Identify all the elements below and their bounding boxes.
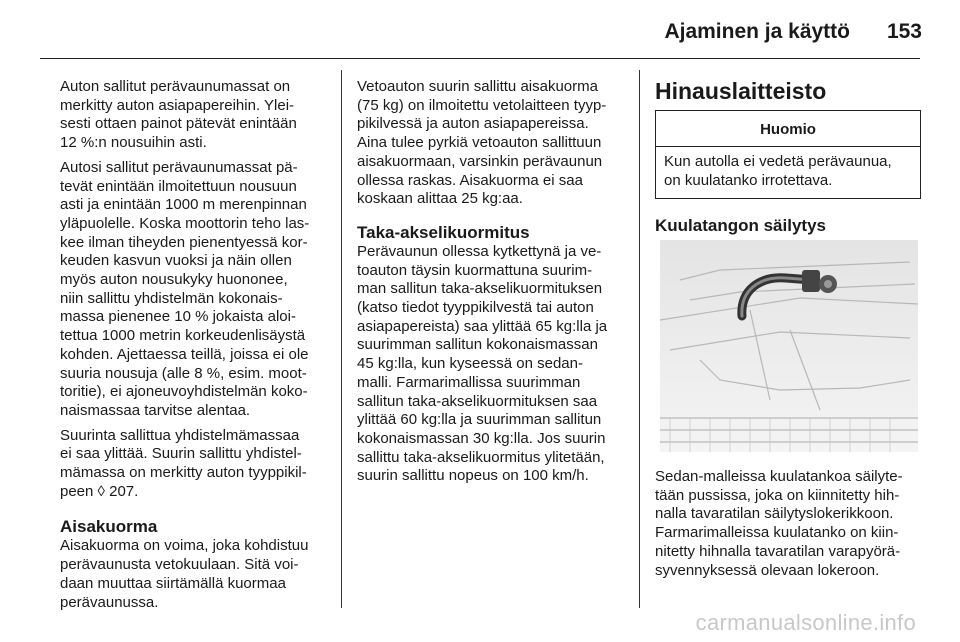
- text-line: (katso tiedot tyyppikilvestä tai auton: [357, 299, 594, 317]
- text-line: sesti ottaen painot pätevät enintään: [60, 115, 297, 133]
- text-line: peen ◊ 207.: [60, 482, 139, 500]
- text-line: kokonaismassan 30 kg:lla. Jos suurin: [357, 429, 606, 447]
- paragraph: [60, 427, 325, 502]
- column-divider-1: [341, 70, 342, 608]
- text-line: keuden kasvun vuoksi ja näin ollen: [60, 252, 292, 270]
- text-line: naismassaa tarvitse alentaa.: [60, 401, 251, 419]
- text-line: Aina tulee pyrkiä vetoauton sallittuun: [357, 134, 602, 152]
- text-line: Vetoauton suurin sallittu aisakuorma: [357, 78, 598, 95]
- text-line: (75 kg) on ilmoitettu vetolaitteen tyyp-: [357, 96, 607, 114]
- text-line: koskaan alittaa 25 kg:aa.: [357, 190, 523, 208]
- text-line: on kuulatanko irrotettava.: [664, 171, 833, 189]
- heading-hinauslaitteisto: Hinauslaitteisto: [655, 78, 827, 104]
- page-header: [0, 0, 960, 60]
- text-line: kohden. Ajettaessa teillä, joissa ei ole: [60, 345, 309, 363]
- text-line: toritie), ei ajoneuvoyhdistelmän koko-: [60, 383, 308, 401]
- text-line: ollessa raskas. Aisakuorma ei saa: [357, 171, 583, 189]
- note-heading: Huomio: [656, 111, 920, 147]
- text-line: kee ilman tiheyden pienentyessä kor-: [60, 233, 308, 251]
- paragraph: [357, 243, 622, 486]
- text-line: massa pienenee 10 % jokaista aloi-: [60, 308, 296, 326]
- text-line: daan muuttaa siirtämällä kuormaa: [60, 574, 286, 592]
- text-line: 12 %:n nousuihin asti.: [60, 134, 207, 152]
- text-line: syvennyksessä olevaan lokeroon.: [655, 561, 880, 579]
- text-line: aisakuormaan, varsinkin perävaunun: [357, 152, 603, 170]
- text-line: toauton täysin kuormattuna suurim-: [357, 261, 593, 279]
- text-line: nitetty hihnalla tavaratilan varapyörä-: [655, 542, 901, 560]
- paragraph: [60, 537, 325, 612]
- header-rule: [40, 58, 920, 59]
- heading-kuulatangon-sailytys: Kuulatangon säilytys: [655, 216, 826, 235]
- text-line: yläpuolelle. Koska moottorin teho las-: [60, 214, 310, 232]
- text-line: Perävaunun ollessa kytkettynä ja ve-: [357, 242, 602, 260]
- column-2: [357, 78, 622, 492]
- text-line: Suurinta sallittua yhdistelmämassaa: [60, 426, 300, 444]
- paragraph: [357, 78, 622, 209]
- heading-aisakuorma: Aisakuorma: [60, 517, 158, 537]
- text-line: asiapapereista) saa ylittää 65 kg:lla ja: [357, 317, 608, 335]
- text-line: Farmarimalleissa kuulatanko on kiin-: [655, 524, 899, 542]
- text-line: Sedan-malleissa kuulatankoa säilyte-: [655, 468, 903, 485]
- text-line: suurin sallittu nopeus on 100 km/h.: [357, 467, 589, 485]
- paragraph: [60, 78, 325, 153]
- text-line: suurimman sallitun kokonaismassan: [357, 336, 598, 354]
- text-line: ylittää 60 kg:lla ja suurimman sallitun: [357, 411, 602, 429]
- text-line: man sallitun taka-akselikuormituksen: [357, 280, 603, 298]
- column-1: [60, 78, 325, 618]
- note-box: [655, 110, 921, 199]
- trunk-storage-illustration: [660, 240, 918, 452]
- text-line: malli. Farmarimallissa suurimman: [357, 373, 581, 391]
- note-text: [656, 147, 920, 198]
- text-line: perävaunusta vetokuulaan. Sitä voi-: [60, 556, 299, 574]
- text-line: perävaunussa.: [60, 593, 159, 611]
- watermark: carmanualsonline.info: [695, 610, 916, 635]
- text-line: Kun autolla ei vedetä perävaunua,: [664, 153, 892, 170]
- text-line: tään pussissa, joka on kiinnitetty hih-: [655, 486, 900, 504]
- text-line: myös auton nousukyky huononee,: [60, 271, 288, 289]
- heading-taka-akselikuormitus: Taka-akselikuormitus: [357, 222, 530, 242]
- text-line: Auton sallitut perävaunumassat on: [60, 78, 291, 95]
- paragraph: [60, 159, 325, 421]
- text-line: pikilvessä ja auton asiapapereissa.: [357, 115, 589, 133]
- text-line: sallitun taka-akselikuormituksen saa: [357, 392, 598, 410]
- text-line: ei saa ylittää. Suurin sallittu yhdistel-: [60, 445, 302, 463]
- text-line: tevät enintään ilmoitettuun nousuun: [60, 177, 297, 195]
- text-line: Aisakuorma on voima, joka kohdistuu: [60, 537, 309, 555]
- paragraph-kuulatanko: [655, 468, 920, 580]
- text-line: asti ja enintään 1000 m merenpinnan: [60, 196, 307, 214]
- text-line: mämassa on merkitty auton tyyppikil-: [60, 464, 307, 482]
- text-line: Autosi sallitut perävaunumassat pä-: [60, 158, 298, 176]
- column-divider-2: [639, 70, 640, 608]
- text-line: merkitty auton asiapapereihin. Ylei-: [60, 96, 295, 114]
- chapter-title: Ajaminen ja käyttö: [664, 20, 850, 43]
- text-line: nalla tavaratilan säilytyslokerikkoon.: [655, 505, 894, 523]
- text-line: suuria nousuja (alle 8 %, esim. moot-: [60, 364, 307, 382]
- text-line: 45 kg:lla, kun kyseessä on sedan-: [357, 355, 583, 373]
- page-number: 153: [886, 20, 922, 43]
- text-line: tettua 1000 metrin korkeudenlisäystä: [60, 327, 306, 345]
- text-line: niin sallittu yhdistelmän kokonais-: [60, 289, 283, 307]
- text-line: sallittu taka-akselikuormitus ylitetään,: [357, 448, 605, 466]
